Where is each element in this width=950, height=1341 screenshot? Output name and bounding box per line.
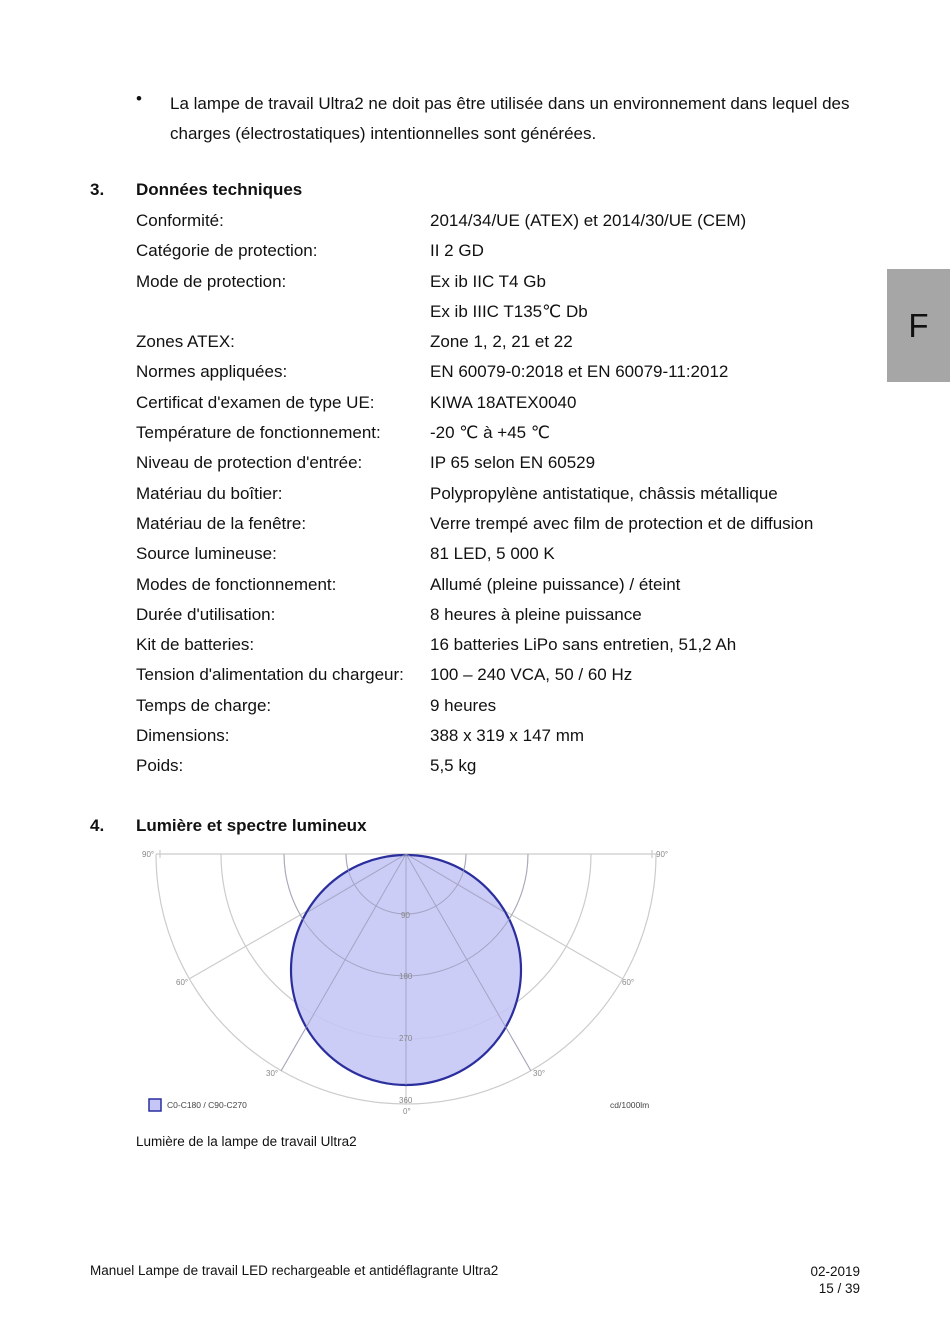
- tech-label: Durée d'utilisation:: [136, 604, 276, 624]
- angle-label-left-90: 90°: [142, 850, 155, 859]
- tech-value: IP 65 selon EN 60529: [430, 453, 596, 473]
- tech-value: 9 heures: [430, 695, 497, 715]
- section-4-number: 4.: [90, 816, 105, 835]
- radial-label-180: 180: [399, 972, 413, 981]
- tech-row: [136, 357, 813, 387]
- tech-label: Temps de charge:: [136, 695, 272, 715]
- tech-row: [136, 570, 813, 600]
- tech-row: [136, 297, 813, 327]
- technical-data-table: [136, 206, 813, 782]
- angle-label-bottom-0: 0°: [403, 1107, 411, 1116]
- radial-label-90: 90: [401, 911, 410, 920]
- tech-label: Conformité:: [136, 211, 224, 230]
- footer-date: 02-2019: [810, 1264, 860, 1279]
- tech-label: Niveau de protection d'entrée:: [136, 453, 363, 473]
- tech-row: [136, 418, 813, 448]
- tech-value: II 2 GD: [430, 241, 484, 261]
- tech-label: Catégorie de protection:: [136, 241, 318, 261]
- angle-label-right-60: 60°: [622, 978, 635, 987]
- angle-label-left-60: 60°: [176, 978, 189, 987]
- section-3-title: Données techniques: [136, 180, 303, 199]
- tech-row: [136, 691, 813, 721]
- tech-row: [136, 660, 813, 690]
- tech-value: 16 batteries LiPo sans entretien, 51,2 Ah: [430, 635, 737, 655]
- figure-caption: Lumière de la lampe de travail Ultra2: [136, 1134, 357, 1149]
- angle-label-left-30: 30°: [266, 1069, 279, 1078]
- angle-label-right-30: 30°: [533, 1069, 546, 1078]
- tech-value: -20 ℃ à +45 ℃: [430, 423, 550, 443]
- tech-value: 388 x 319 x 147 mm: [430, 726, 585, 746]
- tech-label: [136, 297, 430, 327]
- tech-value: 8 heures à pleine puissance: [430, 604, 642, 624]
- radial-label-360: 360: [399, 1096, 413, 1105]
- section-3-number: 3.: [90, 180, 105, 199]
- tech-row: [136, 388, 813, 418]
- tech-row: [136, 448, 813, 478]
- language-tab-f[interactable]: F: [887, 269, 950, 382]
- tech-label: Température de fonctionnement:: [136, 423, 381, 443]
- tech-row: [136, 267, 813, 297]
- tech-value: Verre trempé avec film de protection et de diffusion: [430, 513, 814, 533]
- angle-label-right-90: 90°: [656, 850, 669, 859]
- tech-row: [136, 479, 813, 509]
- tech-label: Poids:: [136, 756, 184, 776]
- tech-value: Ex ib IIIC T135℃ Db: [430, 301, 588, 321]
- tech-row: [136, 751, 813, 781]
- unit-label: cd/1000lm: [610, 1100, 650, 1110]
- tech-label: Normes appliquées:: [136, 362, 288, 382]
- tech-row: [136, 630, 813, 660]
- tech-value: 81 LED, 5 000 K: [430, 544, 555, 564]
- legend-swatch: [149, 1099, 161, 1111]
- legend-label: C0-C180 / C90-C270: [167, 1100, 247, 1110]
- tech-row: [136, 327, 813, 357]
- tech-label: Modes de fonctionnement:: [136, 574, 337, 594]
- tech-value: Ex ib IIC T4 Gb: [430, 271, 546, 291]
- footer-title: Manuel Lampe de travail LED rechargeable et antidéflagrante Ultra2: [90, 1263, 499, 1278]
- tech-value: Zone 1, 2, 21 et 22: [430, 332, 573, 352]
- tech-label: Matériau de la fenêtre:: [136, 513, 307, 533]
- tech-value: 5,5 kg: [430, 756, 477, 776]
- tech-row: [136, 509, 813, 539]
- tech-value: Allumé (pleine puissance) / éteint: [430, 574, 681, 594]
- bullet-text: La lampe de travail Ultra2 ne doit pas être utilisée dans un environnement dans lequel des charges (électrostatiques) intentionnelles sont générées.: [170, 94, 850, 143]
- tech-label: Certificat d'examen de type UE:: [136, 392, 375, 412]
- section-4-title: Lumière et spectre lumineux: [136, 816, 367, 835]
- tech-value: 100 – 240 VCA, 50 / 60 Hz: [430, 665, 633, 685]
- tech-row: [136, 600, 813, 630]
- tech-row: [136, 721, 813, 751]
- radial-label-270: 270: [399, 1034, 413, 1043]
- bullet-symbol: •: [136, 89, 142, 108]
- tech-label: Matériau du boîtier:: [136, 483, 283, 503]
- tech-row: [136, 206, 813, 236]
- tech-value: 2014/34/UE (ATEX) et 2014/30/UE (CEM): [430, 211, 747, 230]
- tech-label: Source lumineuse:: [136, 544, 277, 564]
- footer-page-number: 15 / 39: [818, 1281, 860, 1296]
- tech-label: Kit de batteries:: [136, 635, 255, 655]
- tech-label: Zones ATEX:: [136, 332, 235, 352]
- tech-value: KIWA 18ATEX0040: [430, 392, 577, 412]
- tech-row: [136, 539, 813, 569]
- tech-value: Polypropylène antistatique, châssis métallique: [430, 483, 778, 503]
- footer-meta: [810, 1263, 860, 1297]
- light-distribution-diagram: [140, 842, 680, 1122]
- tech-label: Dimensions:: [136, 726, 230, 746]
- tech-label: Mode de protection:: [136, 271, 287, 291]
- tech-row: [136, 236, 813, 266]
- tech-value: EN 60079-0:2018 et EN 60079-11:2012: [430, 362, 729, 382]
- tech-label: Tension d'alimentation du chargeur:: [136, 665, 404, 685]
